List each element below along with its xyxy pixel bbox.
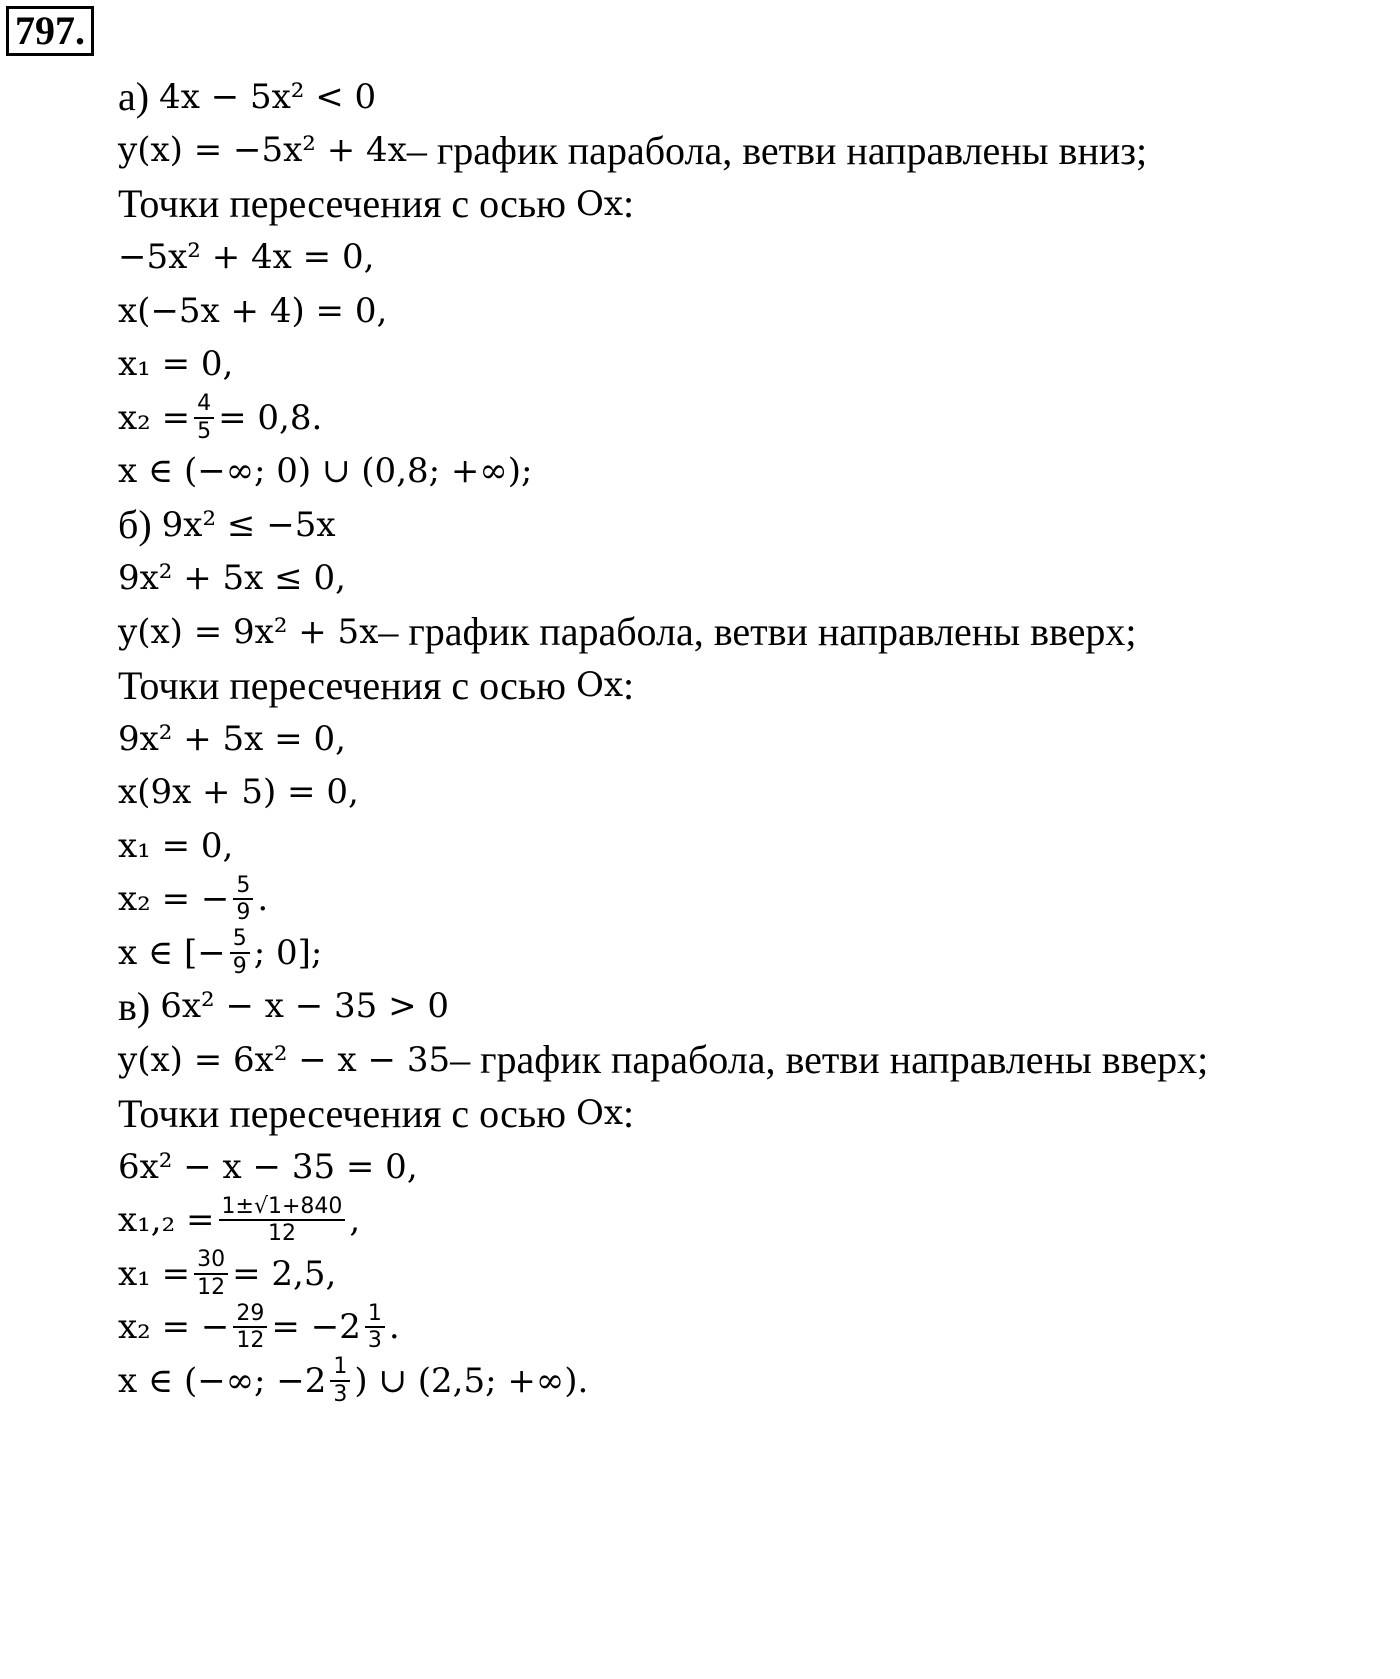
- part-b-function: y(x) = 9x² + 5x – график парабола, ветви направлены вверх;: [118, 609, 1137, 655]
- solution-body: [118, 70, 1388, 1408]
- math-expression: 4x − 5x² < 0: [159, 76, 377, 117]
- part-a-answer: x ∈ (−∞; 0) ∪ (0,8; +∞);: [118, 451, 533, 492]
- part-c-function: y(x) = 6x² − x − 35 – график парабола, ветви направлены вверх;: [118, 1037, 1209, 1083]
- part-b-equation: 9x² + 5x = 0,: [118, 718, 346, 759]
- fraction: $\frac{5}{9}$: [233, 873, 253, 926]
- part-c-task: в) 6x² − x − 35 > 0: [118, 983, 450, 1029]
- problem-number: 797.: [6, 6, 94, 56]
- fraction: $\frac{1}{3}$: [330, 1354, 350, 1407]
- part-c-root-2: x₂ = − $\frac{29}{12}$ = −2 $\frac{1}{3}$ .: [118, 1300, 400, 1354]
- part-a-equation: −5x² + 4x = 0,: [118, 237, 375, 278]
- part-a-factored: x(−5x + 4) = 0,: [118, 290, 388, 331]
- part-a-root-1: x₁ = 0,: [118, 344, 234, 385]
- part-b-answer: x ∈ [− $\frac{5}{9}$ ; 0];: [118, 926, 323, 979]
- part-b-root-1: x₁ = 0,: [118, 825, 234, 866]
- part-c-root-1: x₁ = $\frac{30}{12}$ = 2,5,: [118, 1247, 337, 1300]
- fraction: $\frac{1}{3}$: [365, 1301, 385, 1354]
- part-c-intersection-label: Точки пересечения с осью Ox :: [118, 1090, 635, 1136]
- fraction: $\frac{5}{9}$: [230, 926, 250, 979]
- part-c-answer: x ∈ (−∞; −2 $\frac{1}{3}$ ) ∪ (2,5; +∞).: [118, 1354, 589, 1407]
- part-a-function: y(x) = −5x² + 4x – график парабола, ветви направлены вниз;: [118, 127, 1148, 173]
- fraction: $\frac{30}{12}$: [194, 1247, 228, 1300]
- part-b-inequality: 9x² + 5x ≤ 0,: [118, 558, 346, 599]
- fraction: $\frac{4}{5}$: [194, 391, 214, 444]
- part-c-roots-formula: x₁,₂ = $\frac{1\pm√1+840}{12}$ ,: [118, 1193, 361, 1247]
- part-c-equation: 6x² − x − 35 = 0,: [118, 1146, 418, 1187]
- math-expression: y(x) = −5x² + 4x: [118, 130, 407, 171]
- part-a-task: а) 4x − 5x² < 0: [118, 74, 377, 120]
- fraction: $\frac{1\pm√1+840}{12}$: [219, 1194, 346, 1247]
- part-b-task: б) 9x² ≤ −5x: [118, 502, 336, 548]
- part-b-factored: x(9x + 5) = 0,: [118, 772, 359, 813]
- part-b-root-2: x₂ = − $\frac{5}{9}$ .: [118, 872, 269, 926]
- part-a-intersection-label: Точки пересечения с осью Ox :: [118, 181, 635, 227]
- part-a-root-2: x₂ = $\frac{4}{5}$ = 0,8.: [118, 391, 323, 444]
- fraction: $\frac{29}{12}$: [233, 1301, 267, 1354]
- part-b-intersection-label: Точки пересечения с осью Ox :: [118, 662, 635, 708]
